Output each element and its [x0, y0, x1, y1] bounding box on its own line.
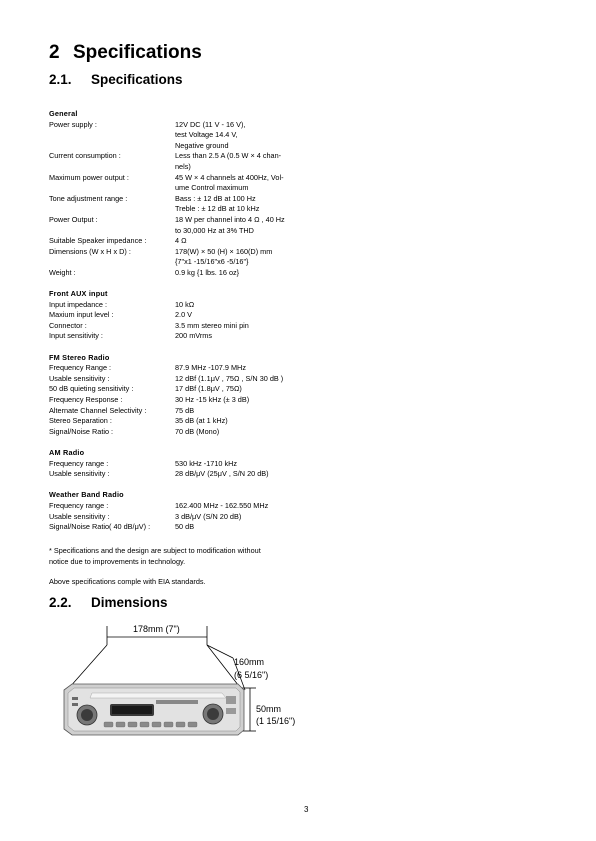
spec-value-line: 17 dBf (1.8μV , 75Ω)	[175, 384, 242, 394]
depth-label-inches: (6 5/16")	[234, 670, 269, 680]
spec-row	[49, 173, 529, 194]
spec-row	[49, 374, 529, 385]
spec-row	[49, 459, 529, 470]
spec-label: Input impedance :	[49, 299, 108, 309]
footnote-line: notice due to improvements in technology.	[49, 556, 186, 566]
spec-value-line: Negative ground	[175, 140, 229, 150]
spec-label: Alternate Channel Selectivity :	[49, 405, 147, 415]
depth-label: 160mm	[234, 657, 265, 667]
spec-label: Input sensitivity :	[49, 331, 103, 341]
car-stereo-illustration	[64, 684, 244, 735]
spec-row	[49, 501, 529, 512]
spec-value-line: 70 dB (Mono)	[175, 426, 220, 436]
spec-value-line: 10 kΩ	[175, 299, 195, 309]
spec-value	[175, 194, 301, 215]
spec-row	[49, 194, 529, 215]
spec-row	[49, 300, 529, 311]
spec-value-line: 178(W) × 50 (H) × 160(D) mm	[175, 246, 273, 256]
spec-value	[175, 501, 301, 512]
height-label: 50mm	[256, 704, 282, 714]
spec-value	[175, 363, 301, 374]
spec-row	[49, 395, 529, 406]
spec-value-line: 2.0 V	[175, 310, 193, 320]
spec-value	[175, 427, 301, 438]
spec-value	[175, 173, 301, 194]
compliance-note: Above specifications comple with EIA standards.	[49, 577, 206, 586]
section-number: 2.1.	[49, 72, 72, 87]
spec-label: Frequency range :	[49, 458, 109, 468]
chapter-title: Specifications	[73, 42, 202, 63]
spec-value	[175, 469, 301, 480]
spec-row	[49, 236, 529, 247]
spec-value	[175, 268, 301, 279]
section-title: Dimensions	[91, 595, 168, 610]
spec-section	[49, 353, 529, 438]
section-heading-dimensions	[49, 595, 168, 610]
spec-label: Power supply :	[49, 119, 97, 129]
spec-label: Maximum power output :	[49, 172, 129, 182]
spec-value	[175, 120, 301, 152]
spec-row	[49, 310, 529, 321]
spec-value-line: 162.400 MHz - 162.550 MHz	[175, 500, 269, 510]
spec-value-line: test Voltage 14.4 V,	[175, 130, 238, 140]
spec-value-line: 0.9 kg {1 lbs. 16 oz}	[175, 267, 240, 277]
spec-section	[49, 109, 529, 279]
spec-label: Usable sensitivity :	[49, 469, 110, 479]
spec-value-line: 35 dB (at 1 kHz)	[175, 416, 228, 426]
spec-value	[175, 522, 301, 533]
spec-value-line: 3 dB/μV (S/N 20 dB)	[175, 511, 242, 521]
width-dimension	[69, 626, 242, 690]
spec-label: Stereo Separation :	[49, 416, 112, 426]
spec-value-line: 50 dB	[175, 522, 195, 532]
spec-value-line: 3.5 mm stereo mini pin	[175, 320, 249, 330]
spec-label: Suitable Speaker impedance :	[49, 236, 147, 246]
spec-value	[175, 406, 301, 417]
spec-label: Signal/Noise Ratio( 40 dB/μV) :	[49, 522, 151, 532]
spec-value	[175, 331, 301, 342]
spec-value-line: nels)	[175, 161, 191, 171]
spec-label: Weight :	[49, 267, 76, 277]
spec-section-title: General	[49, 109, 78, 118]
width-label: 178mm (7")	[133, 624, 180, 634]
spec-section	[49, 448, 529, 480]
spec-section-title: AM Radio	[49, 448, 85, 457]
spec-label: Frequency range :	[49, 500, 109, 510]
spec-value-line: 4 Ω	[175, 236, 187, 246]
spec-value	[175, 236, 301, 247]
section-title: Specifications	[91, 72, 183, 87]
spec-value-line: 87.9 MHz -107.9 MHz	[175, 363, 246, 373]
spec-label: Usable sensitivity :	[49, 511, 110, 521]
spec-value-line: 12V DC (11 V - 16 V),	[175, 119, 246, 129]
spec-label: Dimensions (W x H x D) :	[49, 246, 131, 256]
spec-row	[49, 321, 529, 332]
spec-row	[49, 384, 529, 395]
spec-value-line: 12 dBf (1.1μV , 75Ω , S/N 30 dB )	[175, 373, 284, 383]
spec-value	[175, 247, 301, 268]
spec-value-line: 28 dB/μV (25μV , S/N 20 dB)	[175, 469, 269, 479]
spec-value-line: Treble : ± 12 dB at 10 kHz	[175, 204, 260, 214]
spec-label: Usable sensitivity :	[49, 373, 110, 383]
height-label-inches: (1 15/16")	[256, 716, 296, 726]
spec-value	[175, 416, 301, 427]
spec-value-line: 200 mVrms	[175, 331, 213, 341]
specifications-list	[49, 109, 529, 543]
spec-value-line: 18 W per channel into 4 Ω , 40 Hz	[175, 214, 285, 224]
spec-value	[175, 321, 301, 332]
spec-row	[49, 512, 529, 523]
spec-row	[49, 427, 529, 438]
spec-value-line: 75 dB	[175, 405, 195, 415]
spec-label: Maxium input level :	[49, 310, 114, 320]
spec-row	[49, 151, 529, 172]
spec-row	[49, 469, 529, 480]
spec-section-title: Weather Band Radio	[49, 490, 124, 500]
spec-row	[49, 120, 529, 152]
spec-row	[49, 247, 529, 268]
spec-label: Frequency Response :	[49, 395, 123, 405]
spec-value-line: 45 W × 4 channels at 400Hz, Vol-	[175, 172, 284, 182]
spec-section-title: FM Stereo Radio	[49, 352, 110, 362]
spec-value	[175, 384, 301, 395]
spec-value-line: to 30,000 Hz at 3% THD	[175, 225, 254, 235]
page-number: 3	[304, 805, 309, 814]
spec-label: Connector :	[49, 320, 87, 330]
spec-row	[49, 406, 529, 417]
spec-value	[175, 300, 301, 311]
footnote	[49, 546, 261, 567]
spec-value	[175, 310, 301, 321]
spec-row	[49, 416, 529, 427]
spec-value-line: 30 Hz -15 kHz (± 3 dB)	[175, 395, 250, 405]
spec-label: Signal/Noise Ratio :	[49, 426, 114, 436]
spec-label: 50 dB quieting sensitivity :	[49, 384, 134, 394]
spec-row	[49, 363, 529, 374]
spec-label: Power Output :	[49, 214, 98, 224]
spec-value	[175, 151, 301, 172]
spec-value-line: {7"x1 -15/16"x6 -5/16"}	[175, 257, 249, 267]
spec-value-line: Less than 2.5 A (0.5 W × 4 chan-	[175, 151, 282, 161]
spec-row	[49, 268, 529, 279]
spec-value	[175, 459, 301, 470]
spec-row	[49, 522, 529, 533]
section-number: 2.2.	[49, 595, 72, 610]
spec-label: Frequency Range :	[49, 363, 112, 373]
spec-row	[49, 215, 529, 236]
section-heading-specifications	[49, 72, 183, 87]
spec-row	[49, 331, 529, 342]
footnote-line: * Specifications and the design are subject to modification without	[49, 546, 261, 555]
spec-section-title: Front AUX input	[49, 289, 108, 299]
spec-section	[49, 490, 529, 532]
dimensions-diagram	[0, 612, 596, 752]
spec-value	[175, 512, 301, 523]
spec-value-line: 530 kHz -1710 kHz	[175, 458, 238, 468]
spec-value	[175, 395, 301, 406]
chapter-heading	[49, 42, 202, 64]
spec-value	[175, 374, 301, 385]
spec-label: Tone adjustment range :	[49, 193, 128, 203]
spec-label: Current consumption :	[49, 151, 121, 161]
spec-value	[175, 215, 301, 236]
chapter-number: 2	[49, 42, 60, 63]
spec-value-line: Bass : ± 12 dB at 100 Hz	[175, 193, 256, 203]
spec-section	[49, 289, 529, 342]
spec-value-line: ume Control maximum	[175, 183, 249, 193]
